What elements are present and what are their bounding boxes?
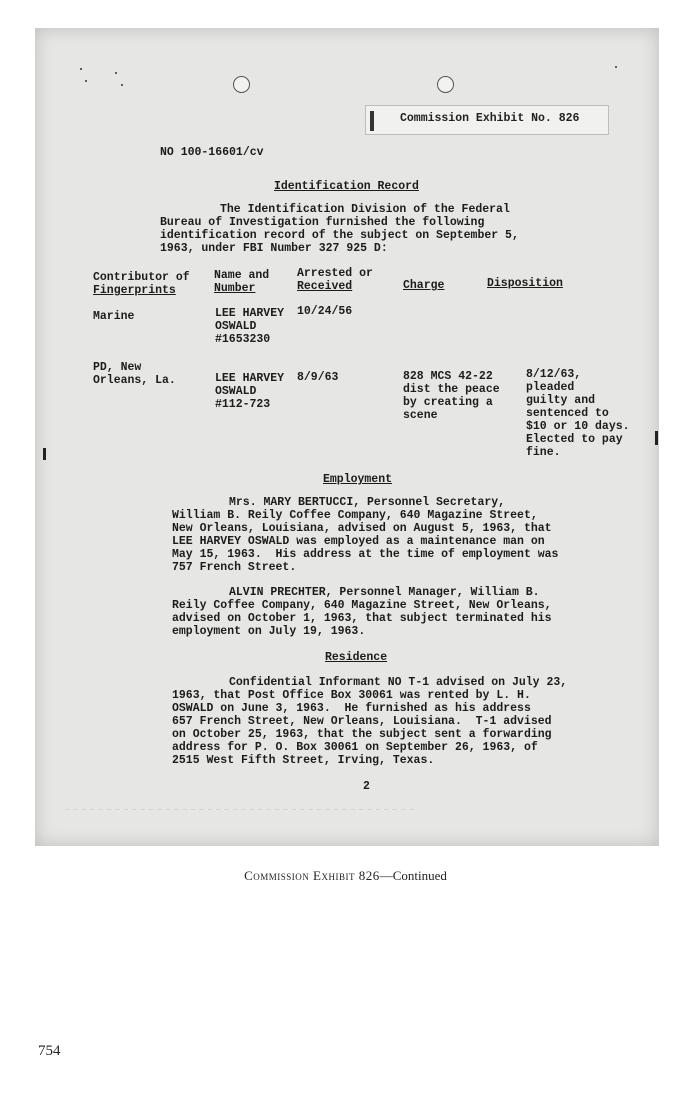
row2-disposition: pleaded [526, 381, 575, 394]
residence-line: 657 French Street, New Orleans, Louisiana. T-1 advised [172, 715, 552, 728]
employment-line: 757 French Street. [172, 561, 297, 574]
row2-disposition: guilty and [526, 394, 596, 407]
employment-line: Reily Coffee Company, 640 Magazine Street, New Orleans, [172, 599, 552, 612]
row2-contributor: Orleans, La. [93, 374, 176, 387]
scan-speck [80, 68, 82, 70]
row2-charge: by creating a [403, 396, 493, 409]
header-name: Number [214, 282, 256, 295]
exhibit-stamp [365, 105, 609, 135]
employment-line: Mrs. MARY BERTUCCI, Personnel Secretary, [229, 496, 506, 509]
row2-name: LEE HARVEY [215, 372, 285, 385]
row2-disposition: 8/12/63, [526, 368, 582, 381]
stamp-bar [370, 111, 374, 131]
employment-line: employment on July 19, 1963. [172, 625, 366, 638]
exhibit-caption [0, 868, 691, 884]
employment-line: advised on October 1, 1963, that subject terminated his [172, 612, 552, 625]
scan-speck [85, 80, 87, 82]
punch-hole-left [233, 76, 250, 93]
row2-charge: scene [403, 409, 438, 422]
row2-disposition: Elected to pay [526, 433, 623, 446]
residence-line: 2515 West Fifth Street, Irving, Texas. [172, 754, 435, 767]
file-number: NO 100-16601/cv [160, 146, 264, 159]
row1-contributor: Marine [93, 310, 135, 323]
scan-edge-mark [43, 448, 46, 460]
section-heading-identification: Identification Record [274, 180, 419, 193]
header-arrested: Arrested or [297, 267, 373, 280]
residence-line: address for P. O. Box 30061 on September 26, 1963, of [172, 741, 538, 754]
punch-hole-right [437, 76, 454, 93]
header-name: Name and [214, 269, 270, 282]
row1-arrested: 10/24/56 [297, 305, 353, 318]
row2-arrested: 8/9/63 [297, 371, 339, 384]
row2-charge: dist the peace [403, 383, 500, 396]
header-contributor: Contributor of [93, 271, 190, 284]
scan-speck [615, 66, 617, 68]
stamp-label: Commission Exhibit No. 826 [400, 112, 580, 125]
section-heading-employment: Employment [323, 473, 393, 486]
row2-name: #112-723 [215, 398, 271, 411]
scan-speck [115, 72, 117, 74]
header-disposition: Disposition [487, 277, 563, 290]
residence-line: on October 25, 1963, that the subject sent a forwarding [172, 728, 552, 741]
employment-line: May 15, 1963. His address at the time of employment was [172, 548, 559, 561]
header-charge: Charge [403, 279, 445, 292]
bleed-through-text: — — — — — — — — — — — — — — — — — — — — — — — — — — — — — — — — — — — — — — — — — — [65, 806, 414, 814]
employment-line: New Orleans, Louisiana, advised on August 5, 1963, that [172, 522, 552, 535]
row2-disposition: $10 or 10 days. [526, 420, 630, 433]
employment-line: ALVIN PRECHTER, Personnel Manager, William B. [229, 586, 540, 599]
residence-line: OSWALD on June 3, 1963. He furnished as his address [172, 702, 531, 715]
scan-speck [121, 84, 123, 86]
intro-line: 1963, under FBI Number 327 925 D: [160, 242, 388, 255]
employment-line: William B. Reily Coffee Company, 640 Magazine Street, [172, 509, 538, 522]
intro-line: The Identification Division of the Federal [220, 203, 510, 216]
row2-charge: 828 MCS 42-22 [403, 370, 493, 383]
header-contributor: Fingerprints [93, 284, 176, 297]
residence-line: Confidential Informant NO T-1 advised on July 23, [229, 676, 568, 689]
row1-name: #1653230 [215, 333, 271, 346]
row2-contributor: PD, New [93, 361, 142, 374]
volume-page-number: 754 [38, 1043, 61, 1059]
intro-line: identification record of the subject on September 5, [160, 229, 519, 242]
residence-line: 1963, that Post Office Box 30061 was rented by L. H. [172, 689, 531, 702]
header-arrested: Received [297, 280, 353, 293]
document-page-number: 2 [363, 780, 370, 793]
section-heading-residence: Residence [325, 651, 388, 664]
row1-name: LEE HARVEY [215, 307, 285, 320]
scan-edge-mark [655, 431, 658, 445]
employment-line: LEE HARVEY OSWALD was employed as a maintenance man on [172, 535, 545, 548]
row2-disposition: fine. [526, 446, 561, 459]
row1-name: OSWALD [215, 320, 257, 333]
caption-suffix: —Continued [379, 868, 447, 883]
row2-disposition: sentenced to [526, 407, 609, 420]
caption-main: Commission Exhibit 826 [244, 868, 380, 883]
row2-name: OSWALD [215, 385, 257, 398]
intro-line: Bureau of Investigation furnished the following [160, 216, 485, 229]
